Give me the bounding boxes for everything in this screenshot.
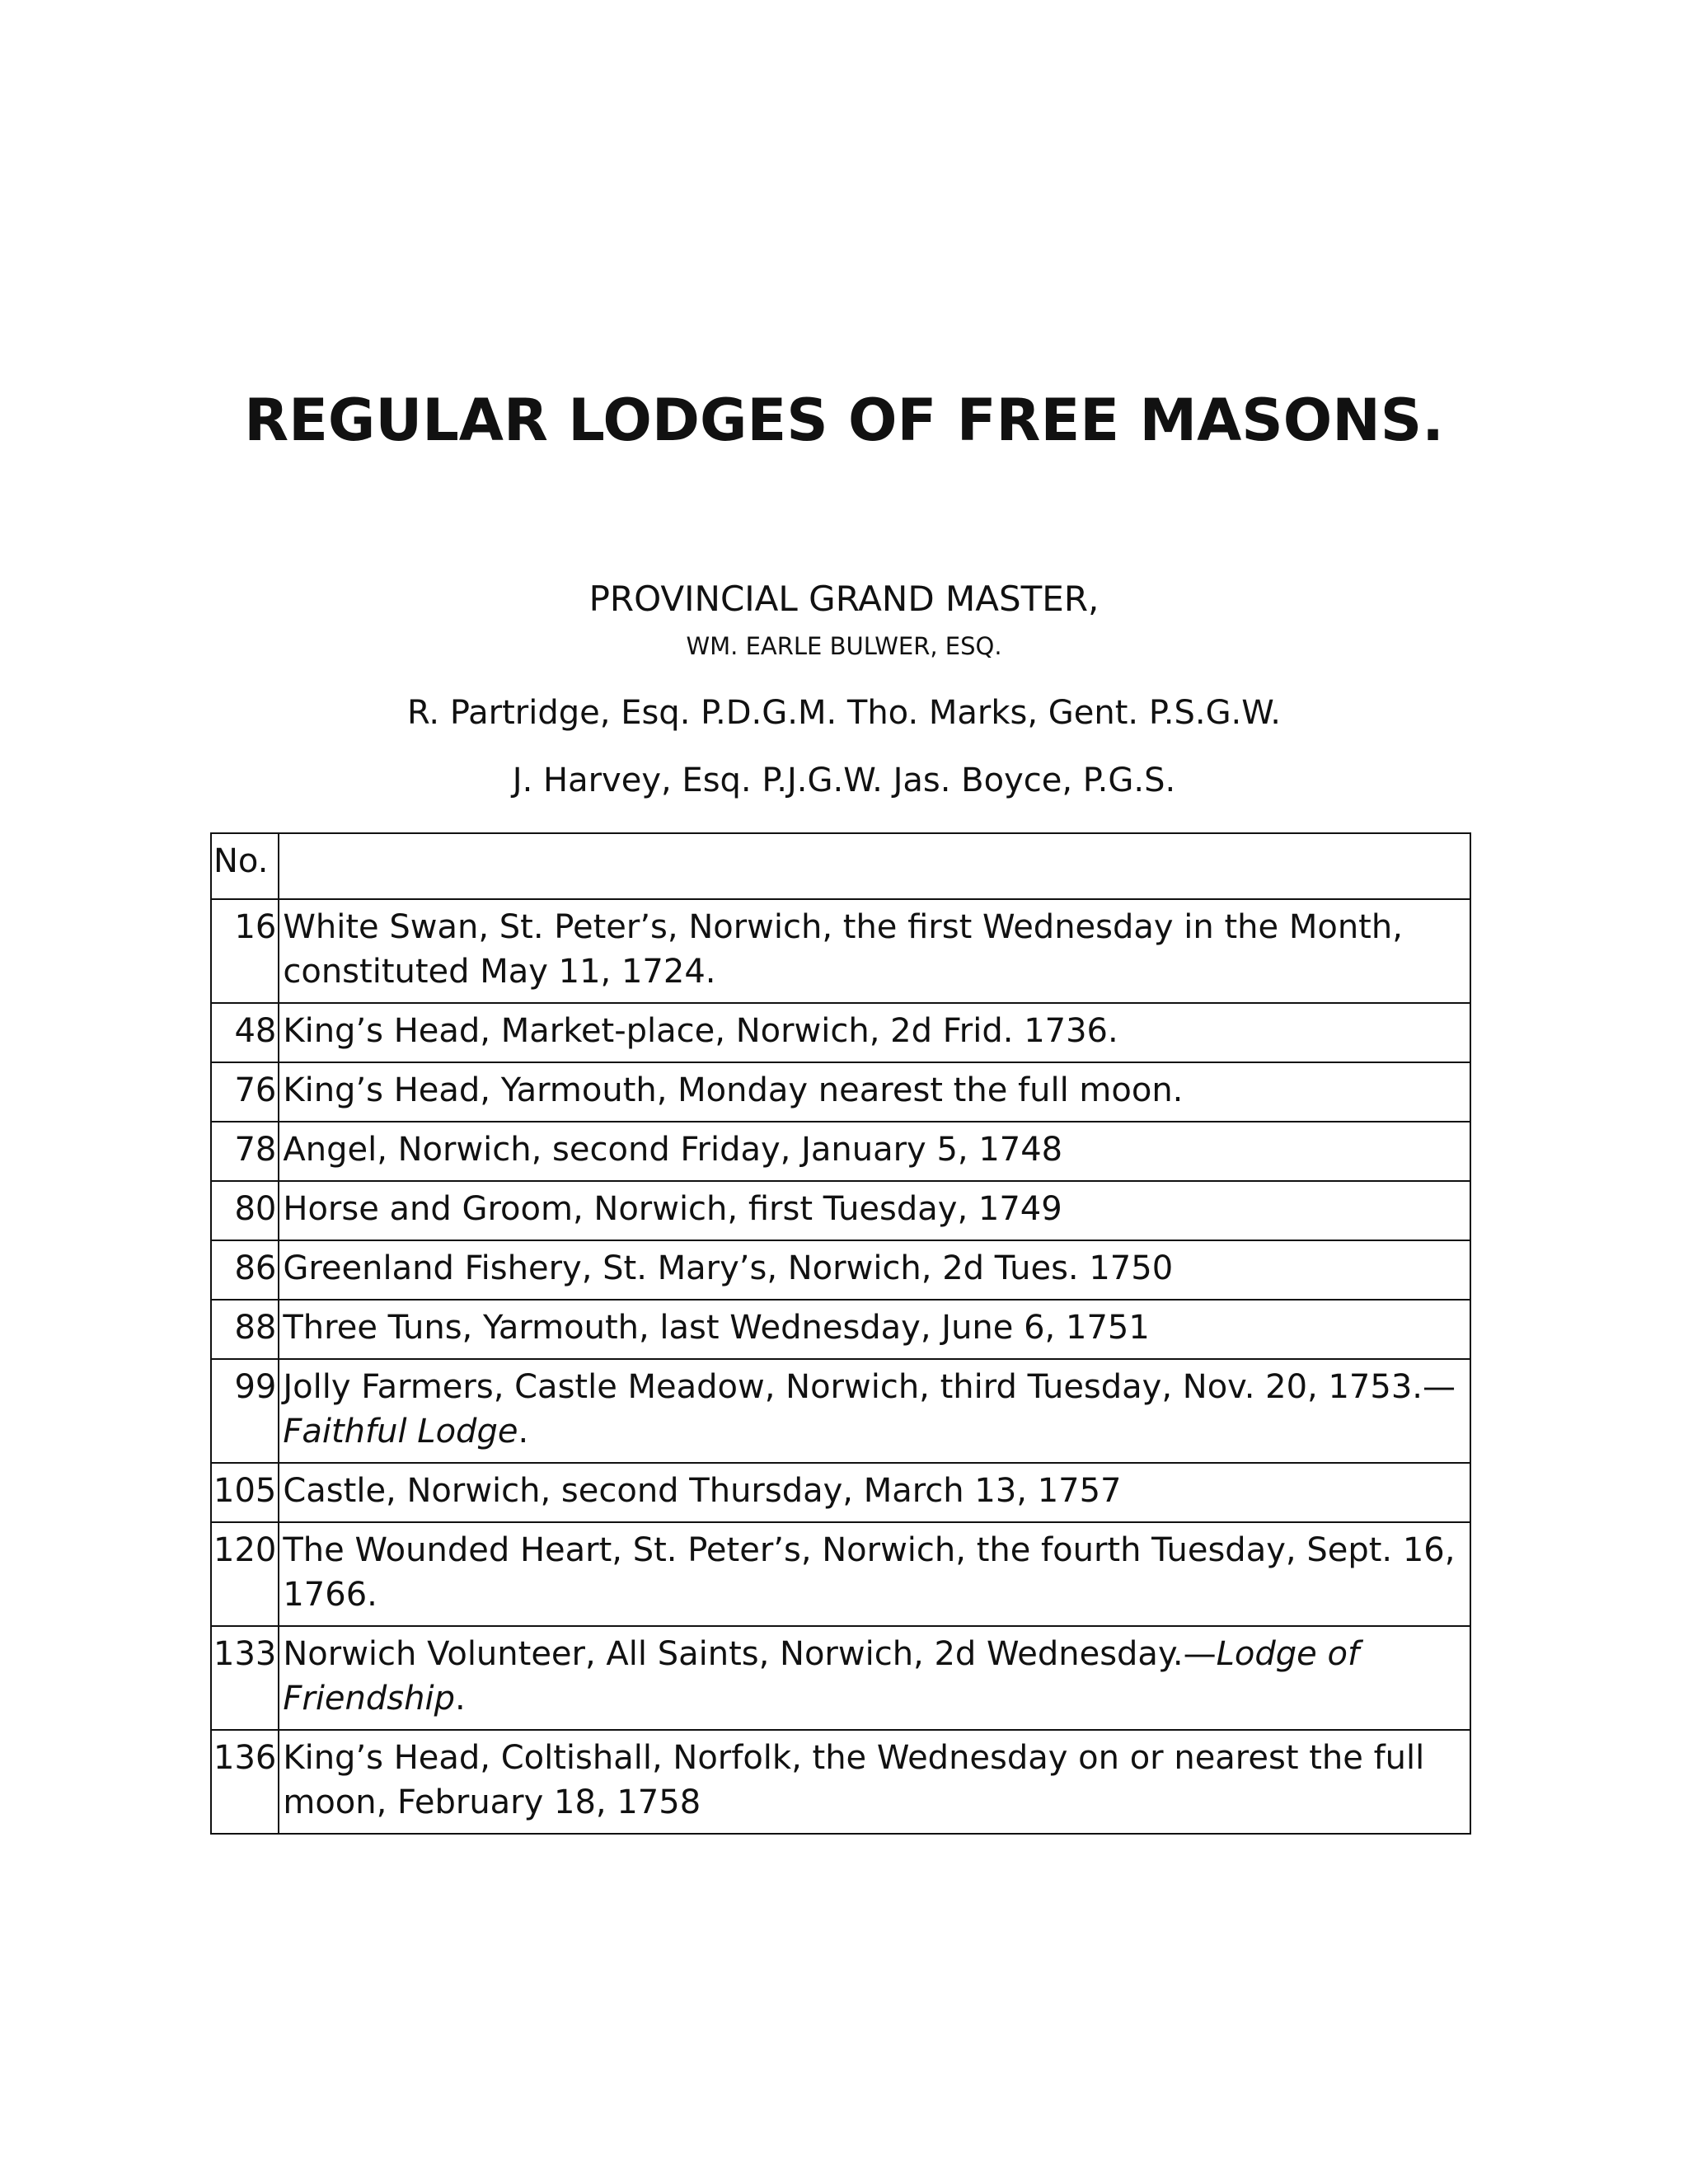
grand-master-name: WM. EARLE BULWER, ESQ. bbox=[686, 632, 1002, 660]
lodge-name: Faithful Lodge bbox=[283, 1413, 518, 1451]
lodge-number: 133 bbox=[211, 1626, 279, 1730]
lodge-number: 86 bbox=[211, 1240, 279, 1300]
header-no: No. bbox=[211, 833, 279, 899]
table-row bbox=[211, 1359, 1470, 1463]
lodge-text: Norwich Volunteer, All Saints, Norwich, 2d Wednesday.— bbox=[283, 1635, 1217, 1673]
lodge-number: 78 bbox=[211, 1122, 279, 1181]
table-header-row bbox=[211, 833, 1470, 899]
lodge-number: 99 bbox=[211, 1359, 279, 1463]
officers-block bbox=[0, 577, 1688, 803]
lodge-number: 136 bbox=[211, 1730, 279, 1834]
table-row bbox=[211, 1122, 1470, 1181]
lodge-text: Angel, Norwich, second Friday, January 5, 1748 bbox=[283, 1131, 1063, 1169]
lodge-text: Castle, Norwich, second Thursday, March 13, 1757 bbox=[283, 1472, 1122, 1510]
lodge-description bbox=[279, 1062, 1470, 1122]
lodge-text: Jolly Farmers, Castle Meadow, Norwich, third Tuesday, Nov. 20, 1753.— bbox=[283, 1368, 1456, 1406]
lodge-text: The Wounded Heart, St. Peter’s, Norwich, the fourth Tuesday, Sept. 16, 1766. bbox=[283, 1531, 1456, 1614]
lodge-number: 105 bbox=[211, 1463, 279, 1522]
officers-line-2: J. Harvey, Esq. P.J.G.W. Jas. Boyce, P.G.S. bbox=[512, 762, 1176, 799]
lodge-name: Lodge of Friendship bbox=[283, 1635, 1360, 1718]
lodge-description bbox=[279, 899, 1470, 1003]
table-row bbox=[211, 1300, 1470, 1359]
lodge-number: 120 bbox=[211, 1522, 279, 1626]
table-row bbox=[211, 1463, 1470, 1522]
lodge-number: 76 bbox=[211, 1062, 279, 1122]
lodge-description bbox=[279, 1626, 1470, 1730]
table-row bbox=[211, 1626, 1470, 1730]
lodge-description bbox=[279, 1359, 1470, 1463]
header-description bbox=[279, 833, 1470, 899]
table-row bbox=[211, 899, 1470, 1003]
lodge-text: King’s Head, Coltishall, Norfolk, the Wednesday on or nearest the full moon, February 18, 1758 bbox=[283, 1739, 1425, 1821]
officers-line-1: R. Partridge, Esq. P.D.G.M. Tho. Marks, Gent. P.S.G.W. bbox=[407, 694, 1281, 732]
grand-master-heading: PROVINCIAL GRAND MASTER, bbox=[588, 579, 1100, 619]
table-row bbox=[211, 1003, 1470, 1062]
lodge-description bbox=[279, 1522, 1470, 1626]
lodge-text-tail: . bbox=[454, 1680, 466, 1718]
lodge-description bbox=[279, 1300, 1470, 1359]
lodge-description bbox=[279, 1463, 1470, 1522]
lodges-table bbox=[210, 832, 1471, 1835]
table-row bbox=[211, 1062, 1470, 1122]
lodge-description bbox=[279, 1003, 1470, 1062]
lodge-text: King’s Head, Yarmouth, Monday nearest the full moon. bbox=[283, 1071, 1184, 1109]
page-title: REGULAR LODGES OF FREE MASONS. bbox=[244, 387, 1444, 454]
lodge-description bbox=[279, 1730, 1470, 1834]
lodge-text-tail: . bbox=[518, 1413, 529, 1451]
lodge-text: King’s Head, Market-place, Norwich, 2d Frid. 1736. bbox=[283, 1012, 1118, 1050]
lodge-text: Horse and Groom, Norwich, first Tuesday, 1749 bbox=[283, 1190, 1062, 1228]
table-row bbox=[211, 1181, 1470, 1240]
lodge-number: 16 bbox=[211, 899, 279, 1003]
lodge-description bbox=[279, 1122, 1470, 1181]
lodge-description bbox=[279, 1181, 1470, 1240]
table-row bbox=[211, 1730, 1470, 1834]
lodge-number: 48 bbox=[211, 1003, 279, 1062]
lodge-text: White Swan, St. Peter’s, Norwich, the first Wednesday in the Month, constituted May 11, 1724. bbox=[283, 908, 1403, 991]
lodge-description bbox=[279, 1240, 1470, 1300]
table-row bbox=[211, 1240, 1470, 1300]
lodge-text: Greenland Fishery, St. Mary’s, Norwich, 2d Tues. 1750 bbox=[283, 1249, 1174, 1287]
lodge-number: 88 bbox=[211, 1300, 279, 1359]
lodge-number: 80 bbox=[211, 1181, 279, 1240]
table-row bbox=[211, 1522, 1470, 1626]
lodge-text: Three Tuns, Yarmouth, last Wednesday, June 6, 1751 bbox=[283, 1309, 1150, 1347]
